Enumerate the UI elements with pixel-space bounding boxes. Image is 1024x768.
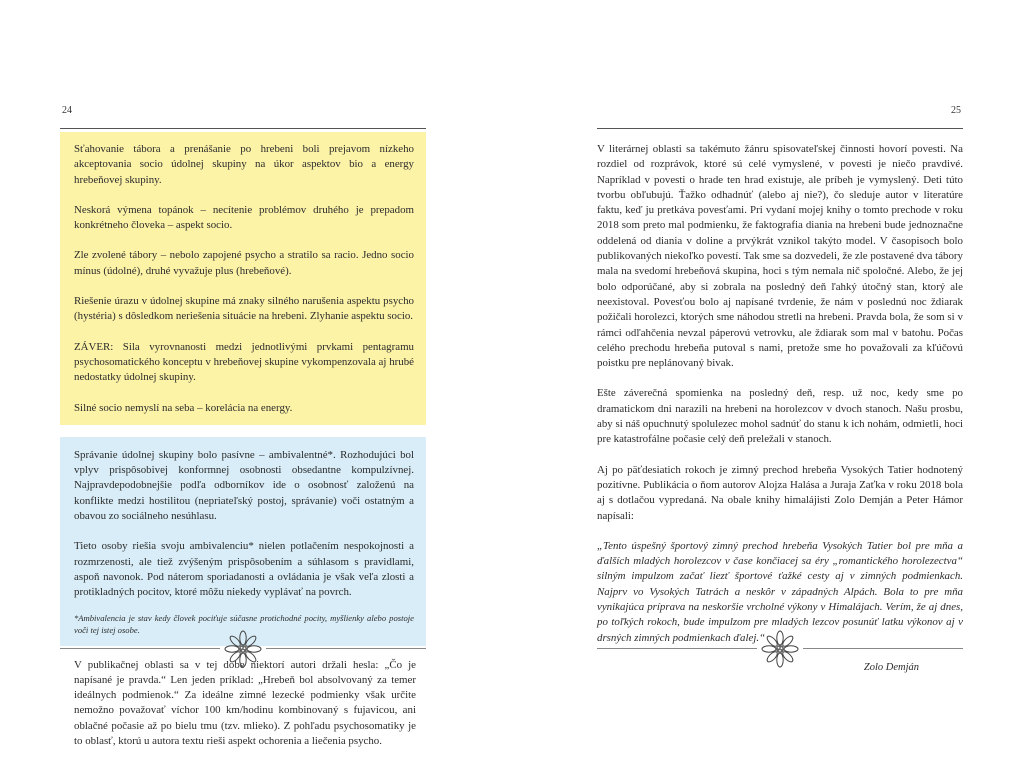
footer-ornament-left [60, 627, 426, 671]
edelweiss-icon [760, 629, 800, 669]
right-page [597, 0, 963, 768]
blue-highlight-box [60, 437, 426, 646]
yellow-paragraph-5: ZÁVER: Sila vyrovnanosti medzi jednotlivými prvkami pentagramu psychosomatického konceptu v hrebeňovej skupine vykompenzovala aj hrubé nedostatky údolnej skupiny. [74, 340, 414, 384]
blue-paragraph-1: Správanie údolnej skupiny bolo pasívne – ambivalentné*. Rozhodujúci bol vplyv prispôsobivej konformnej osobnosti obsedantne kompulzívnej. Najpravdepodobnejšie podľa odborníkov ide o osobnosť založenú na konflikte medzi hostilitou (nepriateľský postoj, správanie) voči ostatným a obavou zo sociálneho nesúhlasu. [74, 448, 414, 523]
right-paragraph-1: V literárnej oblasti sa takémuto žánru spisovateľskej činnosti hovorí povesti. Na rozdiel od rozprávok, ktoré sú celé vymyslené, v povesti je niečo pravdivé. Napríklad v povesti o hrade ten hrad existuje, ale príbeh je vymyslený. Deti túto tvorbu obľubujú. Ťažko odhadnúť (alebo aj nie?), čo sleduje autor v literatúre faktu, keď ju pretkáva povesťami. Pri vydaní mojej knihy o tomto prechode v roku 2018 som preto mal podmienku, že faktografia diania na hrebeni bude jednoznačne oddelená od diania v doline a prvýkrát vznikol takýto model. V časopisoch bolo publikovaných niekoľko povestí. Tak sme sa dozvedeli, že zle postavené dva tábory mala na svedomí hrebeňová skupina, hoci s tým nemala nič spoločné. Alebo, že jej bolo odporúčané, aby si zobrala na posledný deň ľahký útočný stan, ktorý ale neexistoval. Povesťou bolo aj napísané tvrdenie, že nám v poslednú noc ždiarak požičali horolezci, ktorých sme náhodou stretli na hrebeni. Pravda bola, že som si v rámci odľahčenia nevzal páperovú vetrovku, ale ždiarak som mal v batohu. Počas celého prechodu hrebeňa putoval s nami, pretože sme ho považovali za kľúčovú poistku pre neplánovaný bivak. [597, 143, 963, 370]
right-paragraph-2: Ešte záverečná spomienka na posledný deň, resp. už noc, kedy sme po dramatickom dni narazili na hrebeni na horolezcov v dvoch stanoch. Našu prosbu, aby si náš opuchnutý spolulezec mohol sadnúť do stanu k ich nohám, odmietli, hoci pre katastrofálne počasie celý deň preležali v stanoch. [597, 387, 963, 446]
closing-paragraph: V publikačnej oblasti sa v tej dobe niektorí autori držali hesla: „Čo je napísané je pravda.“ Len jeden príklad: „Hrebeň bol absolvovaný za temer ideálnych podmienok.“ Za ideálne zimné lezecké podmienky však určite nemožno považovať víchor 100 km/hodinu kombinovaný s fujavicou, ani oblačné počasie až po bielu tmu (tzv. mlieko). Z pohľadu psychosomatiky je to oblasť, ktorú u autora textu rieši aspekt ochorenia a liečenia psycho. [74, 658, 416, 748]
yellow-paragraph-3: Zle zvolené tábory – nebolo zapojené psycho a stratilo sa racio. Jedno socio mínus (údolné), druhé vyvažuje plus (hrebeňové). [74, 249, 414, 277]
quote-signature: Zolo Demján [863, 661, 919, 673]
yellow-highlight-box [60, 132, 426, 425]
right-text-area [597, 142, 963, 675]
header-rule-left [60, 128, 426, 129]
yellow-paragraph-1: Sťahovanie tábora a prenášanie po hrebeni boli prejavom nízkeho akceptovania socio údolnej skupiny na úkor aspektov bio a energy hrebeňovej skupiny. [74, 143, 414, 186]
page-number-left: 24 [62, 105, 72, 116]
footnote: *Ambivalencia je stav kedy človek pociťuje súčasne protichodné pocity, myšlienky alebo postoje voči tej istej osobe. [74, 612, 414, 635]
header-rule-right [597, 128, 963, 129]
left-page [60, 0, 426, 768]
blue-paragraph-2: Tieto osoby riešia svoju ambivalenciu* nielen potlačením nespokojnosti a rozmrzenosti, ale tiež zvýšeným prispôsobením a súhlasom s pravidlami, aspoň navonok. Pod náterom sporiadanosti a ovládania je však veľa zlosti a protikladných pocitov, ktoré môžu niekedy vyplávať na povrch. [74, 540, 414, 599]
yellow-paragraph-4: Riešenie úrazu v údolnej skupine má znaky silného narušenia aspektu psycho (hystéria) s dôsledkom neriešenia situácie na hrebeni. Zlyhanie aspektu socio. [74, 295, 414, 323]
right-paragraph-3: Aj po päťdesiatich rokoch je zimný prechod hrebeňa Vysokých Tatier hodnotený pozitívne. Publikácia o ňom autorov Alojza Halása a Juraja Zaťka v roku 2018 bola aj s dotlačou vypredaná. Na obale knihy himalájisti Zolo Demján a Peter Hámor napísali: [597, 463, 963, 522]
footer-ornament-right [597, 627, 963, 671]
quote-block: „Tento úspešný športový zimný prechod hrebeňa Vysokých Tatier bol pre mňa a ďalších mladých horolezcov v čase končiacej sa éry „romantického horolezectva“ silným impulzom začať liezť športové ťažké cesty aj v zimných podmienkach. Najprv vo Vysokých Tatrách a neskôr v západných Alpách. Bola to pre mňa vynikajúca príprava na neskoršie vrcholné výkony v Himalájach. Verím, že aj dnes, po toľkých rokoch, bude impulzom pre mladých lezcov posunúť latku výkonov aj v drsných zimných podmienkach ďalej.“ [597, 539, 963, 644]
yellow-paragraph-6: Silné socio nemyslí na seba – korelácia na energy. [74, 401, 293, 414]
page-number-right: 25 [951, 105, 961, 116]
yellow-paragraph-2: Neskorá výmena topánok – necítenie problémov druhého je prepadom konkrétneho človeka – aspekt socio. [74, 203, 414, 232]
edelweiss-icon [223, 629, 263, 669]
